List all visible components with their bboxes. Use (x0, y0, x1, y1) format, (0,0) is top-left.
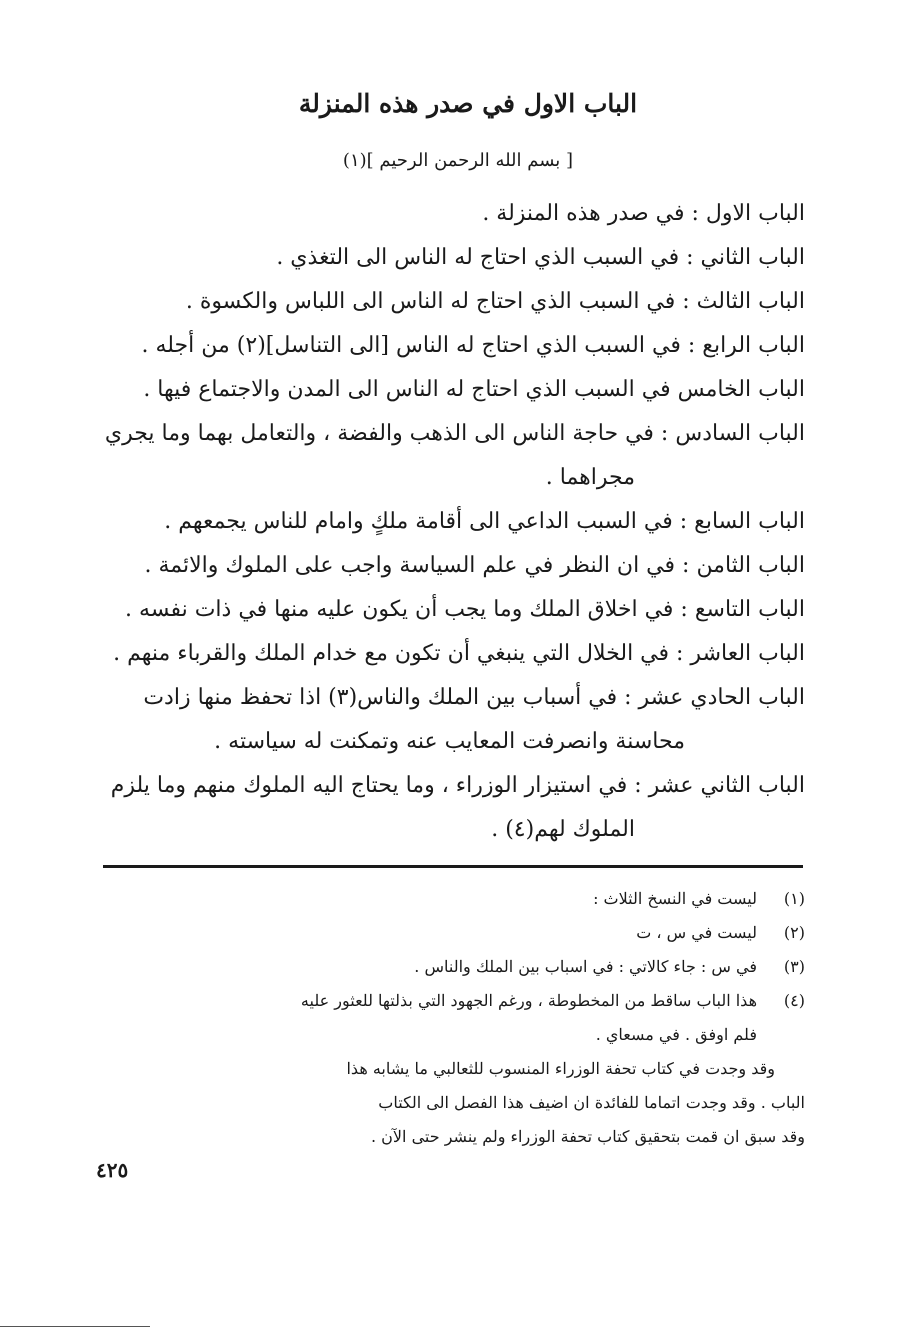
chapter-line-11: الباب الحادي عشر : في أسباب بين الملك والناس(٣) اذا تحفظ منها زادت (143, 685, 805, 710)
footnote-number: (٤) (783, 991, 805, 1010)
footnote-text: ليست في س ، ت (636, 923, 757, 942)
chapter-line-6: الباب السادس : في حاجة الناس الى الذهب والفضة ، والتعامل بهما وما يجري (104, 421, 805, 446)
chapter-line-5: الباب الخامس في السبب الذي احتاج له الناس الى المدن والاجتماع فيها . (143, 377, 805, 402)
chapter-line-12: الباب الثاني عشر : في استيزار الوزراء ، وما يحتاج اليه الملوك منهم وما يلزم (110, 773, 805, 798)
footnote-number: (١) (783, 889, 805, 908)
footnote-4-continuation: فلم اوفق . في مسعاي . (595, 1025, 757, 1044)
chapter-list (100, 192, 805, 852)
footnotes (100, 882, 805, 1154)
chapter-line-9: الباب التاسع : في اخلاق الملك وما يجب أن يكون عليه منها في ذات نفسه . (125, 597, 805, 622)
footnote-3 (100, 950, 805, 984)
editor-note-line-1: وقد وجدت في كتاب تحفة الوزراء المنسوب للثعالبي ما يشابه هذا (346, 1059, 775, 1078)
chapter-line-11-continuation: محاسنة وانصرفت المعايب عنه وتمكنت له سياسته . (214, 729, 685, 754)
page-number: ٤٢٥ (96, 1158, 129, 1182)
chapter-line-8: الباب الثامن : في ان النظر في علم السياسة واجب على الملوك والائمة . (144, 553, 805, 578)
scan-edge-line (0, 1326, 150, 1327)
chapter-line-3: الباب الثالث : في السبب الذي احتاج له الناس الى اللباس والكسوة . (185, 289, 805, 314)
basmala: [ بسم الله الرحمن الرحيم ](١) (342, 150, 574, 171)
footnote-2 (100, 916, 805, 950)
footnote-text: ليست في النسخ الثلاث : (593, 889, 757, 908)
chapter-line-7: الباب السابع : في السبب الداعي الى أقامة ملكٍ وامام للناس يجمعهم . (164, 509, 805, 534)
footnote-text: في س : جاء كالاتي : في اسباب بين الملك والناس . (414, 957, 757, 976)
chapter-line-2: الباب الثاني : في السبب الذي احتاج له الناس الى التغذي . (276, 245, 805, 270)
chapter-line-12-continuation: الملوك لهم(٤) . (491, 817, 635, 842)
chapter-line-6-continuation: مجراهما . (545, 465, 635, 490)
editor-note-line-2: الباب . وقد وجدت اتماما للفائدة ان اضيف هذا الفصل الى الكتاب (378, 1093, 805, 1112)
chapter-line-1: الباب الاول : في صدر هذه المنزلة . (482, 201, 805, 226)
editor-note-line-3: وقد سبق ان قمت بتحقيق كتاب تحفة الوزراء ولم ينشر حتى الآن . (371, 1127, 805, 1146)
footnote-4 (100, 984, 805, 1018)
chapter-line-4: الباب الرابع : في السبب الذي احتاج له الناس [الى التناسل](٢) من أجله . (141, 333, 805, 358)
chapter-line-10: الباب العاشر : في الخلال التي ينبغي أن تكون مع خدام الملك والقرباء منهم . (113, 641, 805, 666)
footnote-divider (103, 865, 803, 868)
footnote-1 (100, 882, 805, 916)
footnote-number: (٣) (783, 957, 805, 976)
footnote-text: هذا الباب ساقط من المخطوطة ، ورغم الجهود التي بذلتها للعثور عليه (300, 991, 757, 1010)
page-title: الباب الاول في صدر هذه المنزلة (298, 89, 638, 118)
footnote-number: (٢) (783, 923, 805, 942)
